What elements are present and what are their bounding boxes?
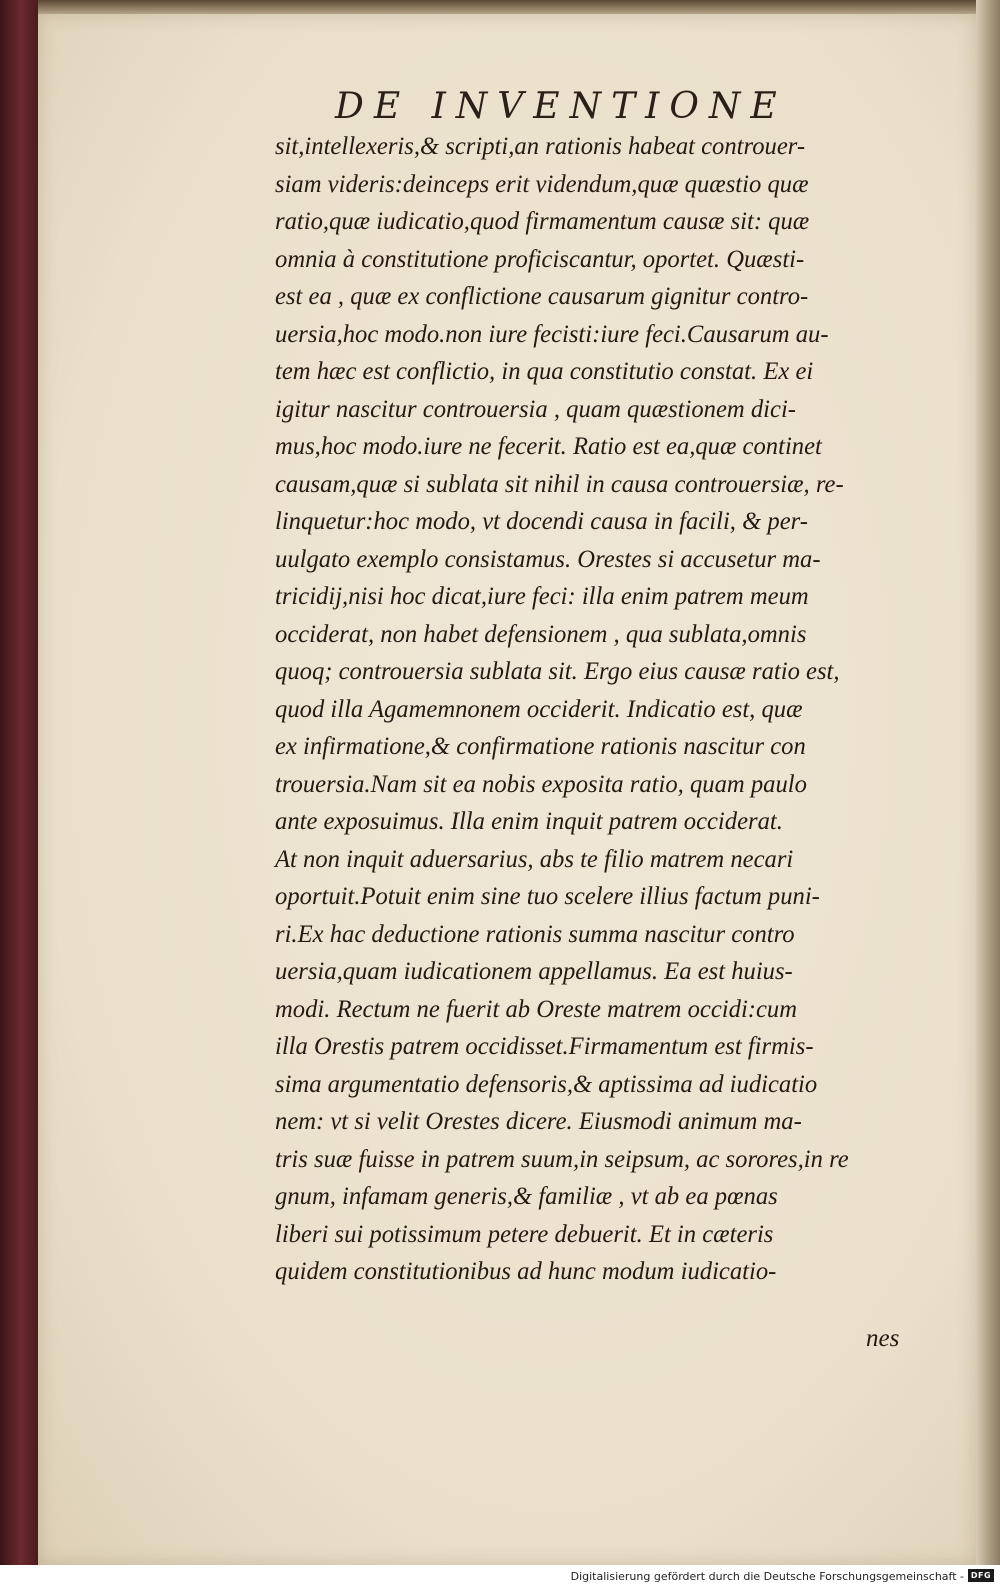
text-line: sit,intellexeris,& scripti,an rationis habeat controuer- [275, 133, 806, 160]
catchword: nes [866, 1325, 900, 1352]
text-line: oportuit.Potuit enim sine tuo scelere illius factum puni- [275, 883, 820, 910]
text-line: ri.Ex hac deductione rationis summa nascitur contro [275, 920, 795, 948]
text-line: tricidij,nisi hoc dicat,iure feci: illa enim patrem meum [275, 583, 809, 610]
text-line: causam,quæ si sublata sit nihil in causa controuersiæ, re- [275, 470, 844, 498]
text-line: gnum, infamam generis,& familiæ , vt ab ea pœnas [275, 1183, 778, 1210]
text-line: siam videris:deinceps erit videndum,quæ quæstio quæ [275, 170, 809, 198]
text-line: uersia,hoc modo.non iure fecisti:iure feci.Causarum au- [275, 320, 829, 348]
dfg-logo: DFG [968, 1569, 994, 1582]
page-top-shadow [38, 0, 976, 14]
text-line: trouersia.Nam sit ea nobis exposita ratio, quam paulo [275, 770, 807, 798]
text-line: linquetur:hoc modo, vt docendi causa in facili, & per- [275, 508, 808, 535]
text-line: igitur nascitur controuersia , quam quæstionem dici- [275, 395, 796, 423]
text-line: ante exposuimus. Illa enim inquit patrem occiderat. [275, 808, 783, 835]
text-line: modi. Rectum ne fuerit ab Oreste matrem occidi:cum [275, 995, 798, 1023]
text-line: quidem constitutionibus ad hunc modum iudicatio- [275, 1258, 777, 1285]
page-fore-edge [976, 0, 1000, 1565]
text-line: quoq; controuersia sublata sit. Ergo eius causæ ratio est, [275, 658, 840, 685]
text-line: illa Orestis patrem occidisset.Firmamentum est firmis- [275, 1033, 814, 1060]
text-line: sima argumentatio defensoris,& aptissima ad iudicatio [275, 1070, 818, 1098]
text-line: ratio,quæ iudicatio,quod firmamentum causæ sit: quæ [275, 208, 810, 235]
text-line: occiderat, non habet defensionem , qua sublata,omnis [275, 620, 807, 648]
text-line: uersia,quam iudicationem appellamus. Ea est huius- [275, 958, 793, 985]
text-line: est ea , quæ ex conflictione causarum gignitur contro- [275, 283, 809, 310]
text-line: mus,hoc modo.iure ne fecerit. Ratio est ea,quæ continet [275, 433, 822, 460]
text-line: nem: vt si velit Orestes dicere. Eiusmodi animum ma- [275, 1108, 802, 1135]
text-line: uulgato exemplo consistamus. Orestes si accusetur ma- [275, 545, 821, 573]
text-line: tem hæc est conflictio, in qua constitutio constat. Ex ei [275, 358, 814, 385]
text-line: quod illa Agamemnonem occiderit. Indicatio est, quæ [275, 695, 803, 723]
text-line: ex infirmatione,& confirmatione rationis nascitur con [275, 733, 806, 760]
digitization-credit: Digitalisierung gefördert durch die Deutsche Forschungsgemeinschaft - [570, 1570, 964, 1583]
text-line: liberi sui potissimum petere debuerit. Et in cæteris [275, 1220, 774, 1248]
running-head: DE INVENTIONE [335, 86, 787, 127]
body-text [275, 128, 945, 1291]
text-line: tris suæ fuisse in patrem suum,in seipsum, ac sorores,in re [275, 1145, 849, 1173]
text-line: omnia à constitutione proficiscantur, oportet. Quæsti- [275, 245, 805, 273]
text-line: At non inquit aduersarius, abs te filio matrem necari [275, 845, 794, 873]
book-binding-edge [0, 0, 38, 1565]
